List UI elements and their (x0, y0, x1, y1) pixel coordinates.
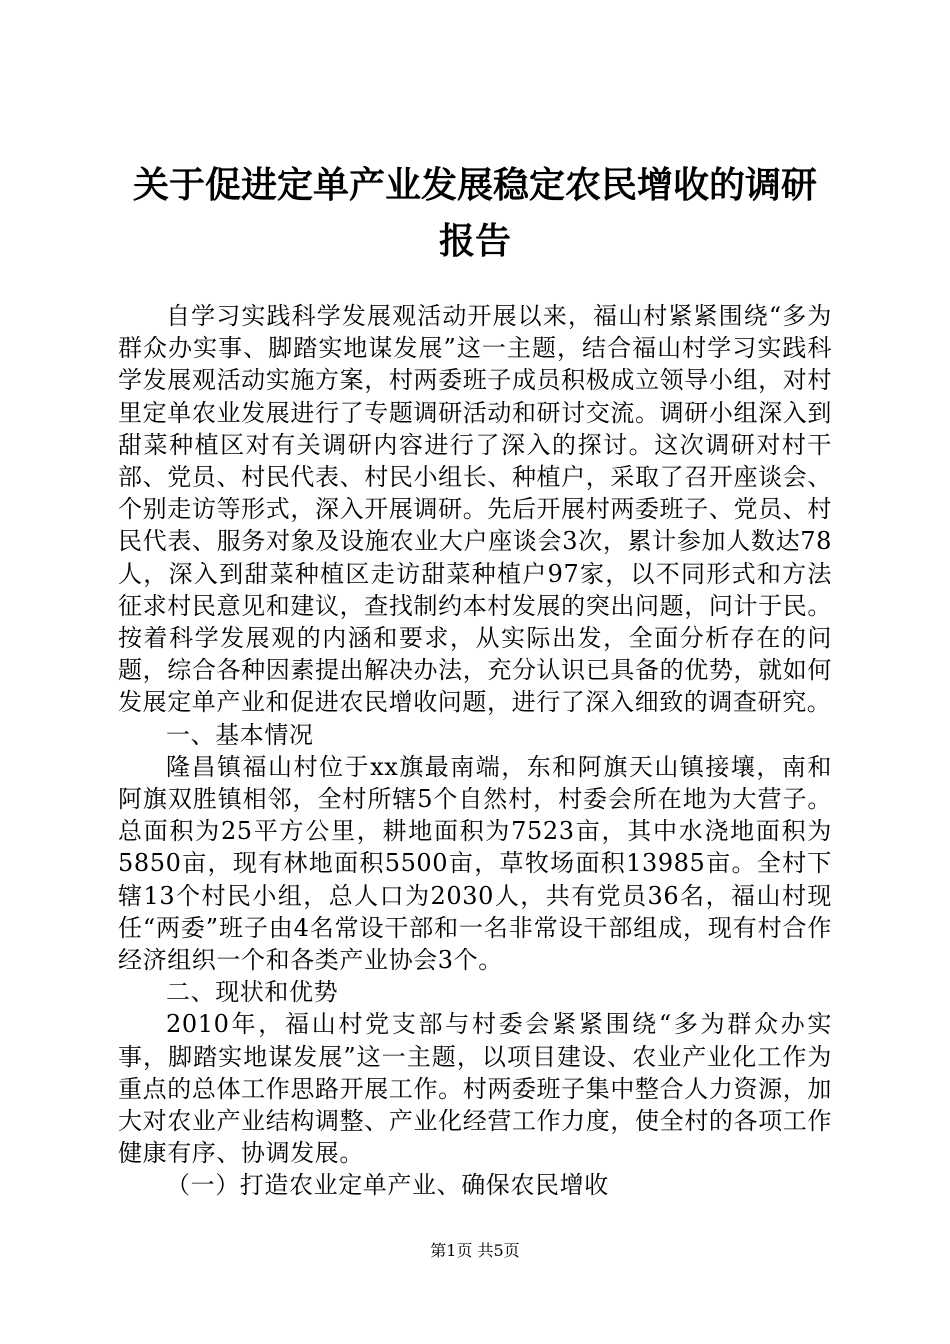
section-heading-basic-situation: 一、基本情况 (166, 720, 314, 749)
document-title: 关于促进定单产业发展稳定农民增收的调研报告 (132, 165, 817, 262)
paragraph-intro: 自学习实践科学发展观活动开展以来，福山村紧紧围绕“多为群众办实事、脚踏实地谋发展”这一主题，结合福山村学习实践科学发展观活动实施方案，村两委班子成员积极成立领导小组，对村里定单农业发展进行了专题调研活动和研讨交流。调研小组深入到甜菜种植区对有关调研内容进行了深入的探讨。这次调研对村干部、党员、村民代表、村民小组长、种植户，采取了召开座谈会、个别走访等形式，深入开展调研。先后开展村两委班子、党员、村民代表、服务对象及设施农业大户座谈会3次，累计参加人数达78人，深入到甜菜种植区走访甜菜种植户97家，以不同形式和方法征求村民意见和建议，查找制约本村发展的突出问题，问计于民。按着科学发展观的内涵和要求，从实际出发，全面分析存在的问题，综合各种因素提出解决办法，充分认识已具备的优势，就如何发展定单产业和促进农民增收问题，进行了深入细致的调查研究。 (118, 302, 832, 717)
paragraph-basic-situation: 隆昌镇福山村位于xx旗最南端，东和阿旗天山镇接壤，南和阿旗双胜镇相邻，全村所辖5个自然村，村委会所在地为大营子。总面积为25平方公里，耕地面积为7523亩，其中水浇地面积为5850亩，现有林地面积5500亩，草牧场面积13985亩。全村下辖13个村民小组，总人口为2030人，共有党员36名，福山村现任“两委”班子由4名常设干部和一名非常设干部组成，现有村合作经济组织一个和各类产业协会3个。 (118, 752, 832, 975)
page-footer: 第1页 共5页 (430, 1241, 520, 1260)
section-heading-status-advantages: 二、现状和优势 (166, 978, 339, 1007)
document-body (118, 300, 832, 1202)
paragraph-status-advantages: 2010年，福山村党支部与村委会紧紧围绕“多为群众办实事，脚踏实地谋发展”这一主题，以项目建设、农业产业化工作为重点的总体工作思路开展工作。村两委班子集中整合人力资源，加大对农业产业结构调整、产业化经营工作力度，使全村的各项工作健康有序、协调发展。 (118, 1010, 832, 1168)
subsection-heading-order-industry: （一）打造农业定单产业、确保农民增收 (166, 1171, 609, 1200)
